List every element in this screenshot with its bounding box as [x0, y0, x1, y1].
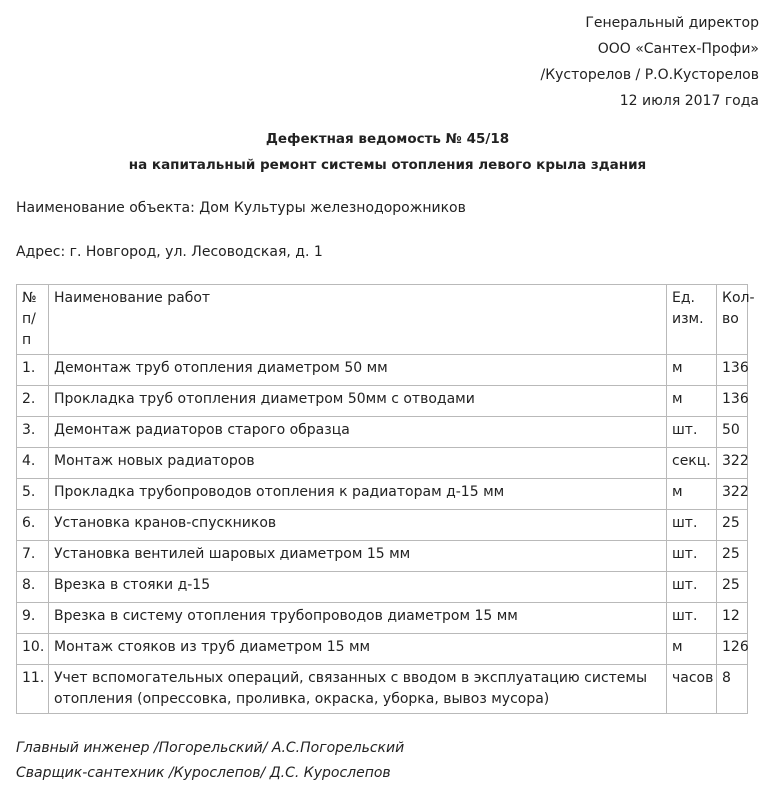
row-name: Учет вспомогательных операций, связанных с вводом в эксплуатацию системы отопления (опрессовка, проливка, окраска, уборка, вывоз мусора) [49, 665, 667, 714]
row-num: 1. [17, 355, 49, 386]
approval-position: Генеральный директор [585, 15, 759, 31]
header-qty: Кол-во [717, 285, 748, 355]
table-row [17, 634, 748, 665]
title-line-1: Дефектная ведомость № 45/18 [265, 131, 510, 147]
table-row [17, 665, 748, 714]
row-num: 2. [17, 386, 49, 417]
table-row [17, 386, 748, 417]
approval-signature: /Кусторелов / Р.О.Кусторелов [540, 67, 759, 83]
row-name: Демонтаж радиаторов старого образца [49, 417, 667, 448]
row-qty: 126 [717, 634, 748, 665]
row-unit: шт. [667, 603, 717, 634]
approval-date: 12 июля 2017 года [619, 93, 759, 109]
header-unit: Ед. изм. [667, 285, 717, 355]
row-name: Установка вентилей шаровых диаметром 15 мм [49, 541, 667, 572]
row-qty: 25 [717, 572, 748, 603]
row-num: 4. [17, 448, 49, 479]
row-unit: секц. [667, 448, 717, 479]
table-row [17, 479, 748, 510]
row-unit: шт. [667, 417, 717, 448]
row-unit: шт. [667, 541, 717, 572]
object-address: Адрес: г. Новгород, ул. Лесоводская, д. 1 [16, 244, 323, 260]
table-row [17, 541, 748, 572]
row-num: 3. [17, 417, 49, 448]
works-table [16, 284, 755, 714]
table-row [17, 572, 748, 603]
row-unit: шт. [667, 572, 717, 603]
signature-engineer: Главный инженер /Погорельский/ А.С.Погорельский [16, 740, 405, 756]
row-num: 7. [17, 541, 49, 572]
table-row [17, 510, 748, 541]
table-row [17, 417, 748, 448]
document-title [0, 126, 775, 178]
table-row [17, 603, 748, 634]
table-row [17, 355, 748, 386]
row-qty: 322 [717, 479, 748, 510]
row-num: 6. [17, 510, 49, 541]
row-name: Прокладка трубопроводов отопления к радиаторам д-15 мм [49, 479, 667, 510]
signature-welder: Сварщик-сантехник /Курослепов/ Д.С. Курослепов [16, 765, 391, 781]
row-num: 5. [17, 479, 49, 510]
row-num: 9. [17, 603, 49, 634]
row-unit: часов [667, 665, 717, 714]
row-qty: 8 [717, 665, 748, 714]
row-unit: м [667, 634, 717, 665]
row-qty: 12 [717, 603, 748, 634]
row-name: Монтаж стояков из труб диаметром 15 мм [49, 634, 667, 665]
object-name: Наименование объекта: Дом Культуры железнодорожников [16, 200, 466, 216]
approval-block [259, 10, 759, 114]
row-unit: м [667, 386, 717, 417]
header-num: № п/п [17, 285, 49, 355]
header-name: Наименование работ [49, 285, 667, 355]
row-unit: м [667, 355, 717, 386]
row-num: 10. [17, 634, 49, 665]
row-qty: 136 [717, 355, 748, 386]
row-qty: 25 [717, 541, 748, 572]
row-unit: м [667, 479, 717, 510]
row-qty: 136 [717, 386, 748, 417]
row-name: Прокладка труб отопления диаметром 50мм с отводами [49, 386, 667, 417]
row-num: 11. [17, 665, 49, 714]
row-num: 8. [17, 572, 49, 603]
row-unit: шт. [667, 510, 717, 541]
approval-company: ООО «Сантех-Профи» [597, 41, 759, 57]
row-qty: 25 [717, 510, 748, 541]
row-name: Установка кранов-спускников [49, 510, 667, 541]
title-line-2: на капитальный ремонт системы отопления левого крыла здания [128, 157, 647, 173]
row-name: Монтаж новых радиаторов [49, 448, 667, 479]
row-qty: 322 [717, 448, 748, 479]
table-row [17, 448, 748, 479]
row-qty: 50 [717, 417, 748, 448]
row-name: Демонтаж труб отопления диаметром 50 мм [49, 355, 667, 386]
row-name: Врезка в систему отопления трубопроводов диаметром 15 мм [49, 603, 667, 634]
row-name: Врезка в стояки д-15 [49, 572, 667, 603]
table-header-row [17, 285, 748, 355]
